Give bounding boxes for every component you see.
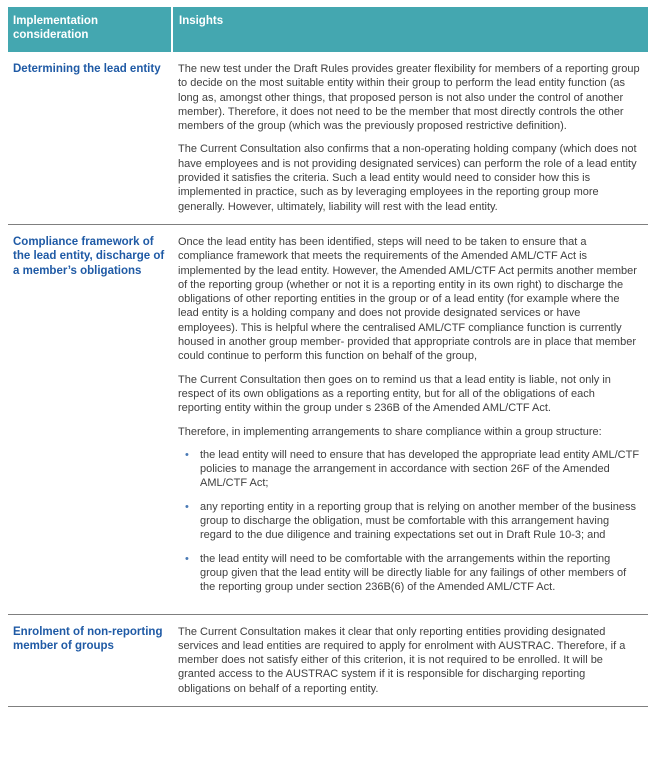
bullet-text: any reporting entity in a reporting group that is relying on another member of the business group to discharge the obligation, must be comfortable with this arrangement having regard to the due diligence and training expectations set out in Draft Rule 10-3; and [200,500,636,542]
paragraph: The Current Consultation also confirms that a non-operating holding company (which does not have employees and is not providing designated services) can perform the role of a lead entity provided it satisfies the criteria. Such a lead entity would need to consider how this is implemented in practice, such as by leveraging employees in the reporting group more generally. However, ultimately, liability will rest with the lead entity. [178,143,637,213]
bullet-text: the lead entity will need to be comfortable with the arrangements within the reporting group given that the lead entity will be directly liable for any failings of other members of the reporting group under section 236B(6) of the Amended AML/CTF Act. [200,552,627,594]
header-insights: Insights [179,15,224,27]
bullet-icon: • [185,448,189,461]
table-header-row [8,7,648,52]
table-row [8,224,648,614]
bullet-item [178,500,640,543]
insights-cell [178,62,648,214]
consideration-cell: Compliance framework of the lead entity, discharge of a member’s obligations [13,235,165,277]
bullet-icon: • [185,552,189,565]
implementation-insights-table [8,7,648,707]
paragraph: The Current Consultation makes it clear that only reporting entities providing designated services and lead entities are required to apply for enrolment with AUSTRAC. Therefore, if a member does not satisfy either of this criterion, it is not required to be enrolled. It will be granted access to the AUSTRAC system if it is responsible for discharging reporting obligations on behalf of a reporting entity. [178,625,626,695]
table-row [8,614,648,706]
bullet-icon: • [185,500,189,513]
insights-cell [178,625,648,696]
header-implementation-consideration: Implementation consideration [13,15,98,41]
consideration-cell: Enrolment of non-reporting member of groups [13,625,163,652]
bullet-text: the lead entity will need to ensure that has developed the appropriate lead entity AML/CTF policies to manage the arrangement in accordance with section 26F of the Amended AML/CTF Act; [200,448,640,490]
consideration-cell: Determining the lead entity [13,63,161,75]
paragraph: Therefore, in implementing arrangements to share compliance within a group structure: [178,425,602,438]
paragraph: Once the lead entity has been identified, steps will need to be taken to ensure that a compliance framework that meets the requirements of the Amended AML/CTF Act is implemented by the lead entity. However, the Amended AML/CTF Act permits another member of the reporting group (whether or not it is a reporting entity in its own right) to discharge the obligations of other reporting entities in the group or of a lead entity (for example where the lead entity is a holding company and does not provide designated services or have employees). This is helpful where the centralised AML/CTF compliance function is currently housed in another group member- provided that appropriate controls are in place that member could continue to perform this function on behalf of the group, [178,235,637,363]
paragraph: The new test under the Draft Rules provides greater flexibility for members of a reporting group to decide on the most suitable entity within their group to perform the lead entity function (as long as, amongst other things, that proposed person is not also under the control of another member). Therefore, it does not need to be the member that most directly controls the other members of the group (which was the previously proposed restrictive definition). [178,63,640,133]
insights-cell [178,235,648,604]
paragraph: The Current Consultation then goes on to remind us that a lead entity is liable, not only in respect of its own obligations as a reporting entity, but for all of the obligations of each reporting entity within the group under s 236B of the Amended AML/CTF Act. [178,373,611,415]
bullet-item [178,552,640,595]
table-row [8,52,648,224]
table-bottom-rule [8,706,648,707]
bullet-item [178,448,640,491]
table-body [8,52,648,706]
